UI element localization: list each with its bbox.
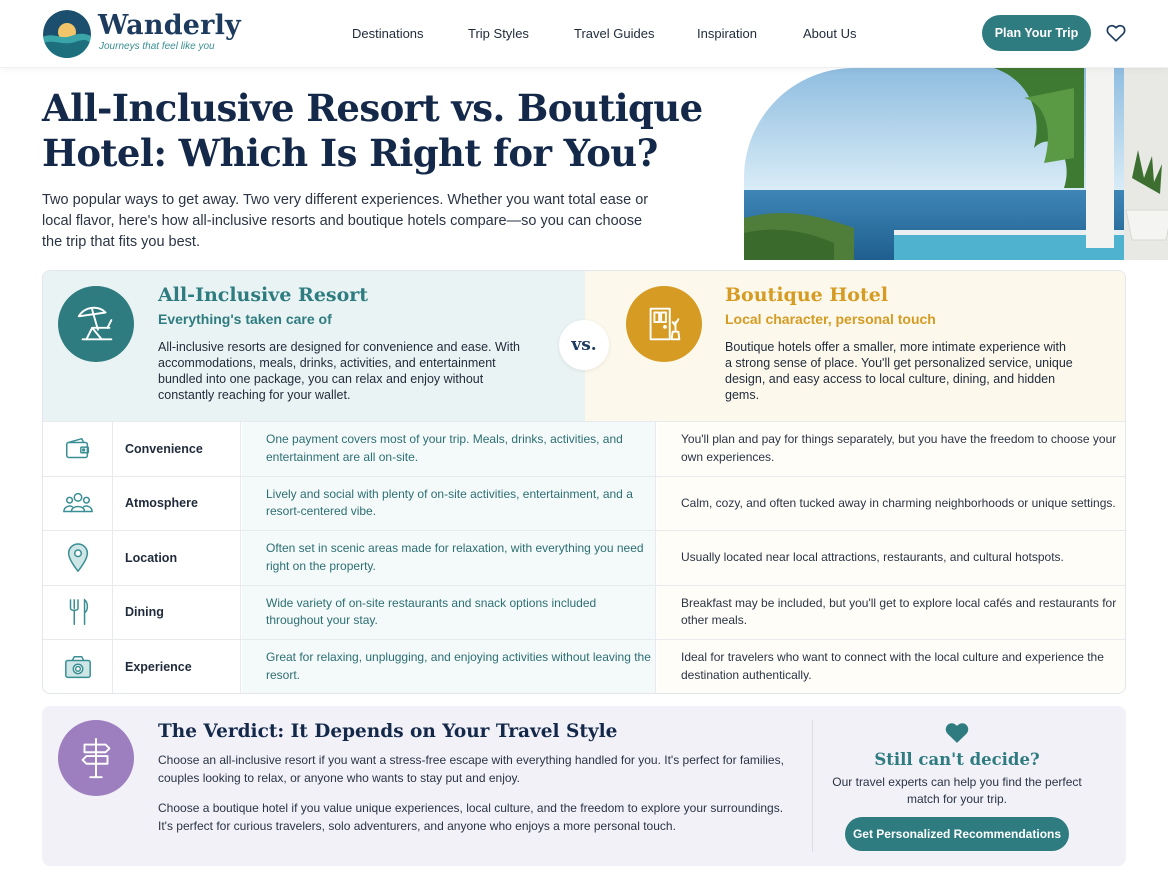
row-label: Location: [113, 531, 241, 585]
signpost-icon: [58, 720, 134, 796]
verdict-title: The Verdict: It Depends on Your Travel Style: [158, 721, 618, 742]
resort-cell: One payment covers most of your trip. Meals, drinks, activities, and entertainment are all on-site.: [242, 422, 656, 476]
beach-chair-icon: [58, 286, 134, 362]
get-recommendations-button[interactable]: Get Personalized Recommendations: [845, 817, 1069, 851]
table-row: [43, 476, 1126, 531]
row-label: Experience: [113, 640, 241, 694]
boutique-cell: Calm, cozy, and often tucked away in charming neighborhoods or unique settings.: [657, 477, 1126, 531]
table-row: [43, 530, 1126, 585]
fork-knife-icon: [43, 586, 113, 640]
resort-cell: Often set in scenic areas made for relaxation, with everything you need right on the property.: [242, 531, 656, 585]
verdict-divider: [812, 720, 813, 852]
nav-inspiration[interactable]: Inspiration: [697, 26, 757, 41]
vs-badge: vs.: [559, 320, 609, 370]
plan-trip-button[interactable]: Plan Your Trip: [982, 15, 1091, 51]
boutique-cell: Usually located near local attractions, restaurants, and cultural hotspots.: [657, 531, 1126, 585]
row-label: Dining: [113, 586, 241, 640]
nav-trip-styles[interactable]: Trip Styles: [468, 26, 529, 41]
row-label: Convenience: [113, 422, 241, 476]
resort-cell: Wide variety of on-site restaurants and snack options included throughout your stay.: [242, 586, 656, 640]
comparison-table: [42, 270, 1126, 694]
resort-cell: Lively and social with plenty of on-site activities, entertainment, and a resort-centered vibe.: [242, 477, 656, 531]
boutique-description: Boutique hotels offer a smaller, more intimate experience with a strong sense of place. You'll get personalized service, unique design, and easy access to local culture, dining, and hidden gems.: [725, 340, 1073, 402]
resort-title: All-Inclusive Resort: [158, 284, 369, 306]
page-intro: Two popular ways to get away. Two very different experiences. Whether you want total ease or local flavor, here's how all-inclusive resorts and boutique hotels compare—so you can choose the trip that fits you best.: [42, 192, 649, 250]
page-title: All-Inclusive Resort vs. Boutique Hotel: Which Is Right for You?: [42, 86, 703, 175]
boutique-title: Boutique Hotel: [725, 284, 889, 306]
nav-about-us[interactable]: About Us: [803, 26, 857, 41]
nav-destinations[interactable]: Destinations: [352, 26, 424, 41]
camera-icon: [43, 640, 113, 694]
brand-tagline: Journeys that feel like you: [99, 41, 215, 52]
boutique-cell: You'll plan and pay for things separately, but you have the freedom to choose your own experiences.: [657, 422, 1126, 476]
people-icon: [43, 477, 113, 531]
wave-logo-icon[interactable]: [43, 10, 91, 58]
still-cant-decide-title: Still can't decide?: [874, 750, 1040, 769]
resort-description: All-inclusive resorts are designed for convenience and ease. With accommodations, meals, drinks, activities, and entertainment bundled into one package, you can relax and enjoy without constantly reaching for your wallet.: [158, 340, 520, 402]
verdict-boutique-text: Choose a boutique hotel if you value unique experiences, local culture, and the freedom to explore your surroundings. It's perfect for curious travelers, solo adventurers, and anyone who enjoys a more personal touch.: [158, 801, 784, 833]
boutique-cell: Breakfast may be included, but you'll get to explore local cafés and restaurants for other meals.: [657, 586, 1126, 640]
table-row: [43, 639, 1126, 694]
location-pin-icon: [43, 531, 113, 585]
resort-cell: Great for relaxing, unplugging, and enjoying activities without leaving the resort.: [242, 640, 656, 694]
heart-icon: [944, 720, 970, 744]
verdict-section: [42, 706, 1126, 866]
brand-name[interactable]: Wanderly: [98, 10, 241, 41]
wallet-icon: [43, 422, 113, 476]
experts-text: Our travel experts can help you find the perfect match for your trip.: [832, 775, 1082, 806]
table-row: [43, 421, 1126, 476]
site-header: [0, 0, 1168, 68]
hero-ocean-image: [744, 68, 1168, 260]
resort-panel: [43, 271, 585, 421]
boutique-subtitle: Local character, personal touch: [725, 311, 936, 327]
verdict-resort-text: Choose an all-inclusive resort if you want a stress-free escape with everything handled for you. It's perfect for families, couples looking to relax, or anyone who wants to stay put and enjoy.: [158, 753, 784, 785]
table-row: [43, 585, 1126, 640]
door-plant-icon: [626, 286, 702, 362]
nav-travel-guides[interactable]: Travel Guides: [574, 26, 655, 41]
boutique-panel: [585, 271, 1126, 421]
row-label: Atmosphere: [113, 477, 241, 531]
resort-subtitle: Everything's taken care of: [158, 311, 332, 327]
boutique-cell: Ideal for travelers who want to connect with the local culture and experience the destination authentically.: [657, 640, 1126, 694]
heart-icon[interactable]: [1105, 22, 1127, 44]
